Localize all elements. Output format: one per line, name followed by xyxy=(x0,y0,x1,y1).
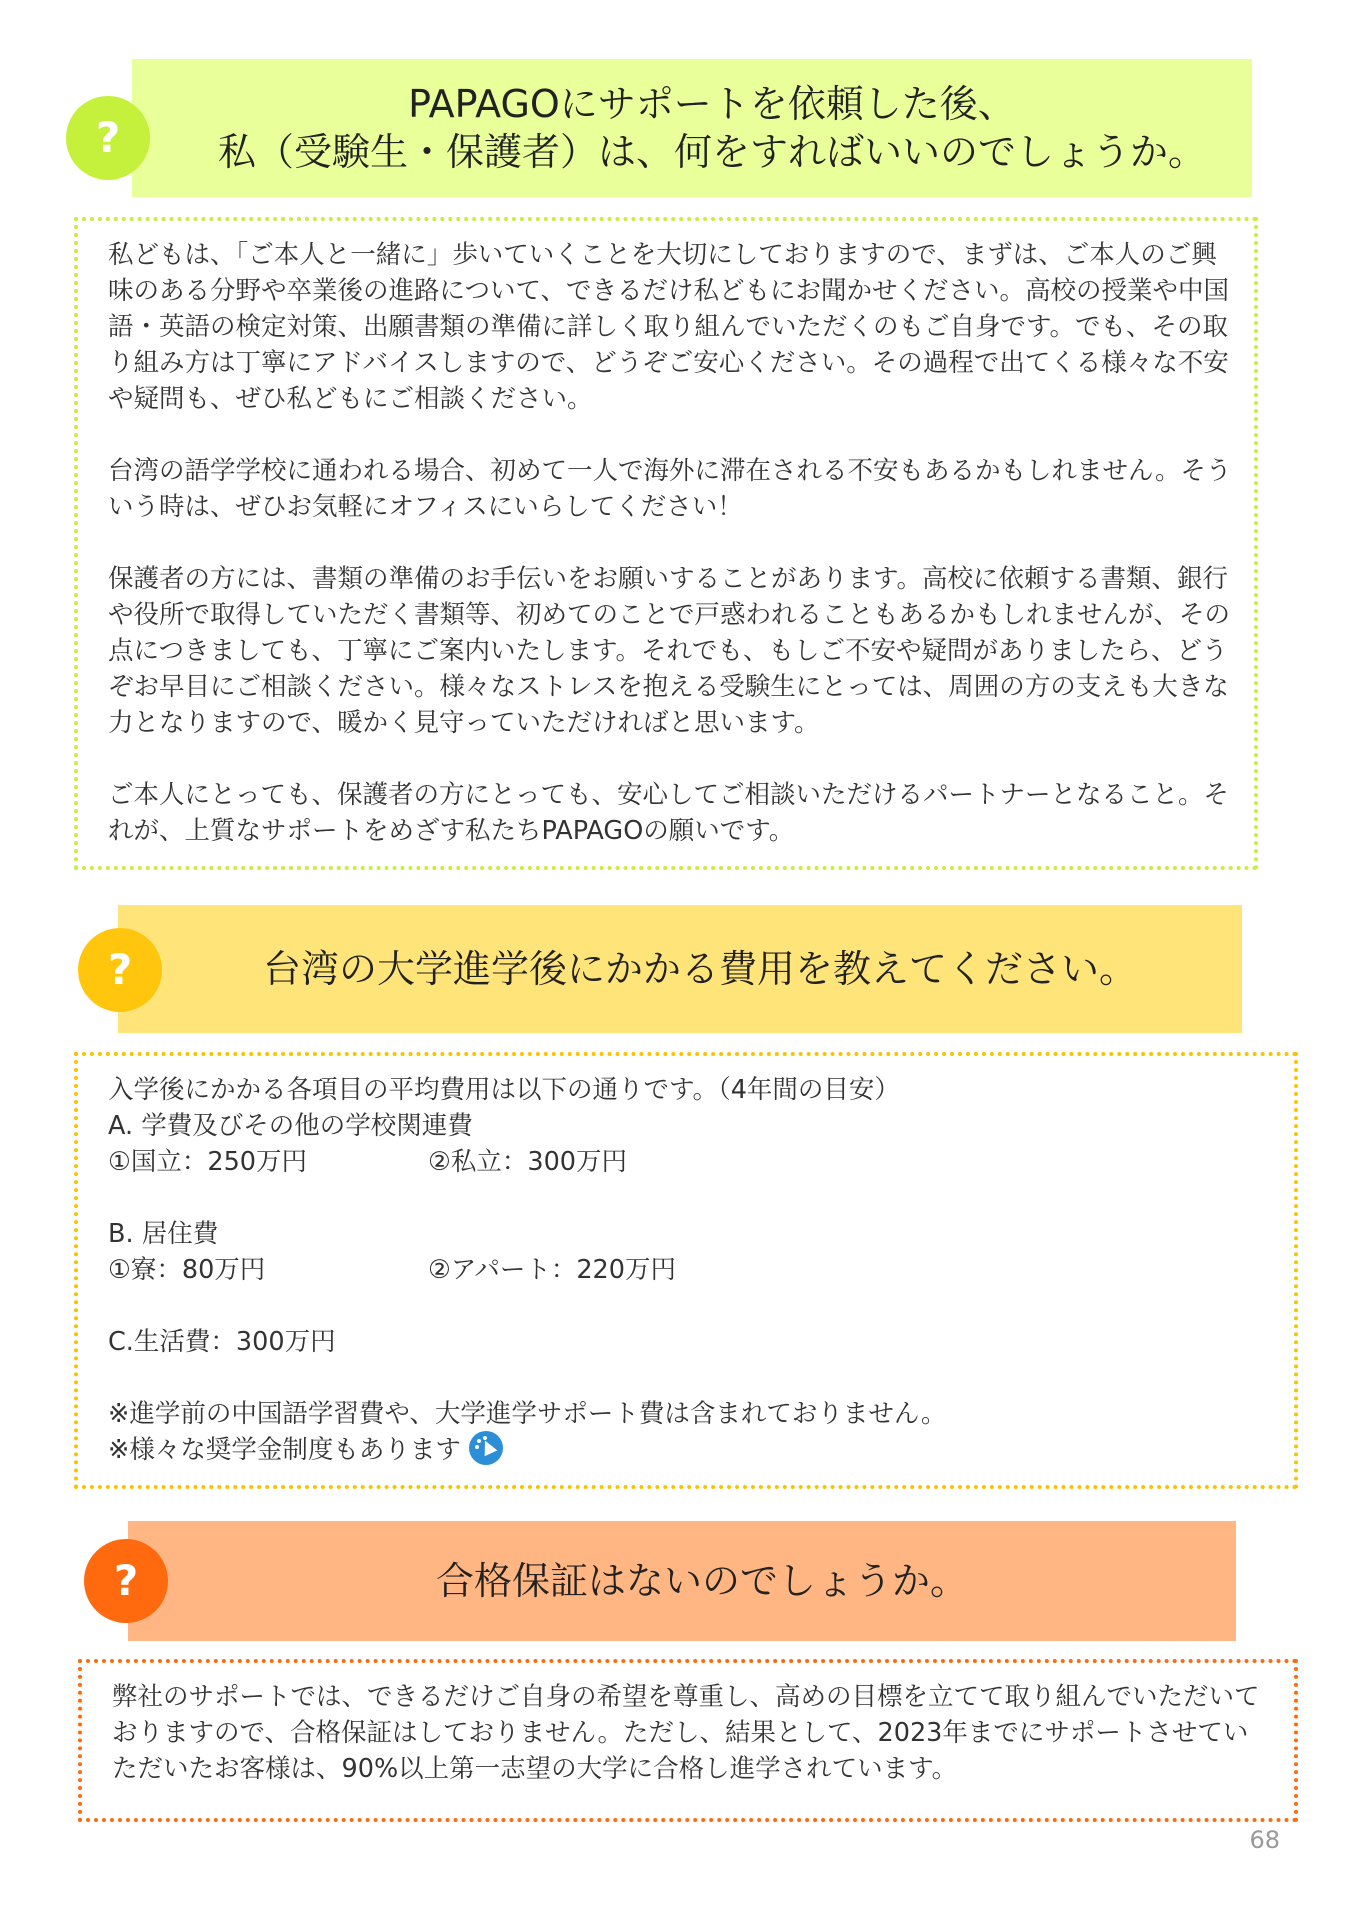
answer-paragraph: ご本人にとっても、保護者の方にとっても、安心してご相談いただけるパートナーとなること。それが、上質なサポートをめざす私たちPAPAGOの願いです。 xyxy=(108,780,1229,846)
tuition-heading: A. 学費及びその他の学校関連費 xyxy=(108,1111,473,1141)
housing-apartment: ②アパート：220万円 xyxy=(428,1255,676,1285)
answer-box xyxy=(74,1052,1298,1489)
question-title xyxy=(178,80,1206,176)
tuition-row xyxy=(108,1144,1272,1180)
question-header xyxy=(132,59,1252,197)
question-mark-icon: ? xyxy=(78,928,162,1012)
question-header xyxy=(118,905,1242,1033)
question-title-line: 私（受験生・保護者）は、何をすればいいのでしょうか。 xyxy=(217,130,1206,174)
answer-paragraph: 台湾の語学学校に通われる場合、初めて一人で海外に滞在される不安もあるかもしれません。そういう時は、ぜひお気軽にオフィスにいらしてください！ xyxy=(108,456,1232,522)
answer-paragraph: 私どもは、「ご本人と一緒に」歩いていくことを大切にしておりますので、まずは、ご本人のご興味のある分野や卒業後の進路について、できるだけ私どもにお聞かせください。高校の授業や中国語・英語の検定対策、出願書類の準備に詳しく取り組んでいただくのもご自身です。でも、その取り組み方は丁寧にアドバイスしますので、どうぞご安心ください。その過程で出てくる様々な不安や疑問も、ぜひ私どもにご相談ください。 xyxy=(108,240,1229,414)
answer-box xyxy=(78,1659,1298,1822)
cost-note: ※進学前の中国語学習費や、大学進学サポート費は含まれておりません。 xyxy=(108,1399,947,1429)
housing-row xyxy=(108,1252,1272,1288)
page-number: 68 xyxy=(1249,1826,1280,1854)
question-title: 合格保証はないのでしょうか。 xyxy=(435,1559,968,1603)
tuition-national: ①国立：250万円 xyxy=(108,1147,308,1177)
question-title-line: PAPAGOにサポートを依頼した後、 xyxy=(408,82,1016,126)
answer-box xyxy=(74,217,1258,870)
living-cost: C.生活費：300万円 xyxy=(108,1327,336,1357)
question-title: 台湾の大学進学後にかかる費用を教えてください。 xyxy=(262,947,1137,991)
question-header xyxy=(128,1521,1236,1641)
cost-intro: 入学後にかかる各項目の平均費用は以下の通りです。（4年間の目安） xyxy=(108,1075,900,1105)
answer-paragraph: 弊社のサポートでは、できるだけご自身の希望を尊重し、高めの目標を立てて取り組んでいただいておりますので、合格保証はしておりません。ただし、結果として、2023年までにサポートさせていただいたお客様は、90%以上第一志望の大学に合格し進学されています。 xyxy=(112,1682,1260,1784)
question-mark-icon: ? xyxy=(84,1539,168,1623)
housing-dorm: ①寮：80万円 xyxy=(108,1255,266,1285)
pointer-click-icon[interactable] xyxy=(469,1431,503,1465)
question-mark-icon: ? xyxy=(66,96,150,180)
answer-paragraph: 保護者の方には、書類の準備のお手伝いをお願いすることがあります。高校に依頼する書類、銀行や役所で取得していただく書類等、初めてのことで戸惑われることもあるかもしれませんが、その点につきましても、丁寧にご案内いたします。それでも、もしご不安や疑問がありましたら、どうぞお早目にご相談ください。様々なストレスを抱える受験生にとっては、周囲の方の支えも大きな力となりますので、暖かく見守っていただければと思います。 xyxy=(108,564,1231,738)
housing-heading: B. 居住費 xyxy=(108,1219,219,1249)
scholarship-note-row xyxy=(108,1432,1272,1468)
tuition-private: ②私立：300万円 xyxy=(428,1147,628,1177)
scholarship-note: ※様々な奨学金制度もあります xyxy=(108,1435,461,1465)
